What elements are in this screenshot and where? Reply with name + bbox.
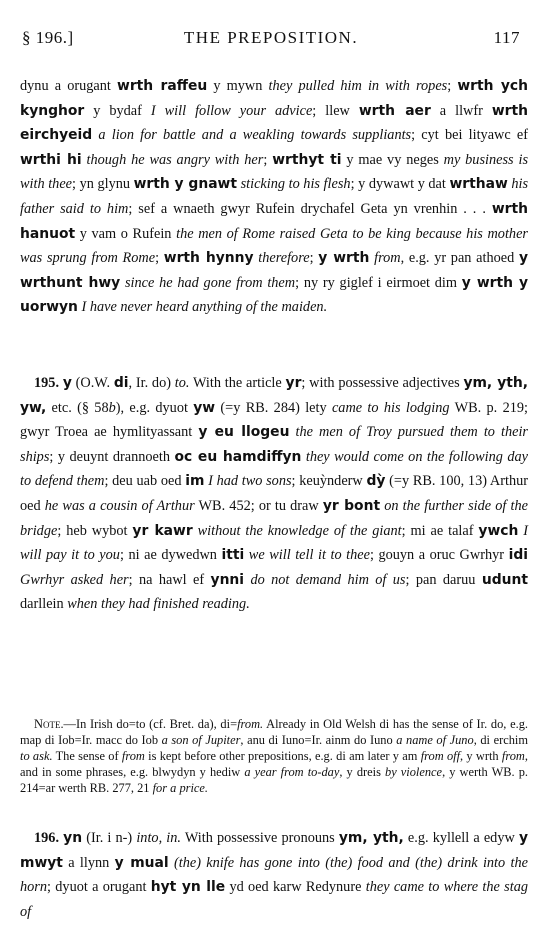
- welsh-term: yr kawr: [132, 522, 193, 539]
- welsh-term: yr: [285, 375, 302, 391]
- welsh-term: hyt yn lle: [150, 879, 226, 896]
- translation: a lion for battle and a weakling towards suppliants: [98, 127, 412, 144]
- translation: the men of Rome raised Geta to be king because his mother was sprung from Rome: [20, 225, 528, 267]
- translation: therefore: [258, 250, 310, 267]
- plain-text: , y wrth: [460, 749, 502, 763]
- plain-text: ;: [447, 78, 458, 94]
- welsh-term: yw: [193, 399, 216, 416]
- plain-text: etc. (§ 58: [46, 399, 109, 416]
- translation: without the knowledge of the giant: [197, 522, 402, 539]
- plain-text: ; ni ae dywedwn: [119, 547, 222, 564]
- welsh-term: wrth ych kynghor: [20, 78, 528, 119]
- plain-text: ; sef a wnaeth gwyr Rufein drychafel Geta yn vrenhin . . .: [128, 200, 492, 217]
- welsh-term: dỳ: [366, 473, 386, 490]
- plain-text: a llynn: [62, 854, 115, 871]
- translation: the men of Troy pursued them to their ships: [20, 424, 528, 465]
- plain-text: ; keuỳnderw: [291, 473, 367, 490]
- paragraph-194-continued: [20, 74, 528, 320]
- translation: for a price.: [152, 781, 209, 795]
- note-label: Note: [34, 717, 61, 731]
- translation: I have never heard anything of the maiden.: [81, 299, 328, 316]
- plain-text: ; heb wybot: [57, 522, 133, 539]
- plain-text: yd oed karw Redynure: [225, 879, 366, 896]
- plain-text: ; yn glynu: [72, 176, 134, 193]
- plain-text: ; cyt bei lityawc ef: [411, 127, 529, 144]
- welsh-term: wrth aer: [358, 102, 431, 119]
- welsh-term: y: [62, 375, 72, 391]
- plain-text: y mae vy neges: [341, 151, 444, 168]
- welsh-term: y wrthunt hwy: [20, 250, 528, 291]
- translation: I will pay it to you: [20, 522, 529, 564]
- translation: they pulled him in with ropes: [268, 78, 448, 94]
- plain-text: The sense of: [52, 749, 122, 763]
- plain-text: ;: [263, 151, 273, 168]
- welsh-term: ym, yth, yw,: [20, 375, 528, 416]
- welsh-term: ynni: [210, 571, 245, 588]
- translation: a year from to-day: [244, 765, 340, 779]
- plain-text: ; dyuot a orugant: [47, 879, 151, 896]
- plain-text: Already in Old Welsh di has the sense of Ir. do, e.g. map di Iob=Ir. macc do Iob: [20, 717, 528, 747]
- translation: came to his lodging: [331, 399, 450, 416]
- welsh-term: wrth eirchyeid: [20, 102, 529, 144]
- translation: I will follow your advice: [150, 102, 313, 119]
- plain-text: ), e.g. dyuot: [115, 399, 194, 416]
- translation: Gwrhyr asked her: [20, 571, 129, 588]
- section-number: 195.: [34, 375, 60, 391]
- paragraph-195: [20, 371, 528, 617]
- plain-text: e.g. kyllell a edyw: [403, 830, 519, 846]
- welsh-term: wrth raffeu: [117, 78, 208, 94]
- translation: do not demand him of us: [250, 571, 406, 588]
- running-header: [22, 28, 520, 50]
- plain-text: is kept before other prepositions, e.g. di am later y am: [144, 749, 421, 763]
- note-paragraph: [20, 716, 528, 796]
- welsh-term: y mual: [114, 854, 169, 871]
- plain-text: ; gouyn a oruc Gwrhyr: [369, 547, 509, 564]
- plain-text: , y dreis: [339, 765, 385, 779]
- plain-text: (=y RB. 100, 13) Arthur oed: [20, 473, 529, 514]
- welsh-term: yn: [63, 830, 83, 846]
- translation: my business is with thee: [20, 151, 529, 193]
- plain-text: WB. p. 219; gwyr Troea ae hymlityassant: [20, 399, 528, 441]
- welsh-term: im: [185, 473, 205, 490]
- plain-text: a llwfr: [430, 102, 492, 119]
- plain-text: WB. 452; or tu draw: [194, 497, 323, 514]
- welsh-term: wrthaw: [449, 176, 508, 193]
- plain-text: , and in some phrases, e.g. blwydyn y hediw: [20, 749, 528, 779]
- translation: he was a cousin of Arthur: [44, 497, 195, 514]
- translation: from: [121, 749, 145, 763]
- translation: (the) knife has gone into (the) food and (the) drink into the horn: [20, 854, 528, 896]
- plain-text: y bydaf: [84, 102, 151, 119]
- plain-text: ; mi ae talaf: [401, 522, 479, 539]
- welsh-term: udunt: [481, 571, 529, 588]
- plain-text: , anu di Iuno=Ir. ainm do Iuno: [240, 733, 397, 747]
- welsh-term: idi: [508, 547, 529, 564]
- plain-text: y mywn: [207, 78, 269, 94]
- translation: sticking to his flesh: [240, 176, 351, 193]
- page-number: 117: [493, 28, 520, 47]
- plain-text: With possessive pronouns: [180, 830, 339, 846]
- translation: into, in.: [136, 830, 181, 846]
- translation: b: [108, 399, 116, 416]
- welsh-term: y wrth: [318, 250, 370, 267]
- welsh-term: oc eu hamdiffyn: [174, 448, 302, 465]
- welsh-term: y eu llogeu: [198, 424, 290, 441]
- translation: they would come on the following day to defend them: [20, 448, 528, 490]
- welsh-term: y wrth y uorwyn: [20, 274, 528, 316]
- paragraph-196: [20, 826, 528, 924]
- plain-text: ; llew: [312, 102, 359, 119]
- plain-text: dynu a orugant: [20, 78, 118, 94]
- welsh-term: wrth y gnawt: [133, 176, 237, 193]
- welsh-term: y mwyt: [20, 830, 528, 871]
- plain-text: .—In Irish do=to (cf. Bret. da), di=: [60, 717, 238, 731]
- welsh-term: wrth hynny: [163, 250, 254, 267]
- translation: though he was angry with her: [86, 151, 264, 168]
- page-title: THE PREPOSITION.: [183, 28, 359, 47]
- welsh-term: di: [113, 375, 129, 391]
- plain-text: (O.W.: [71, 375, 114, 391]
- translation: we will tell it to thee: [248, 547, 370, 564]
- plain-text: ; y deuynt drannoeth: [49, 448, 175, 465]
- section-number: 196.: [34, 830, 60, 846]
- plain-text: ;: [155, 250, 164, 267]
- plain-text: , Ir. do): [128, 375, 175, 391]
- translation: to.: [174, 375, 190, 391]
- plain-text: ; with possessive adjectives: [301, 375, 464, 391]
- translation: they came to where the stag of: [20, 879, 528, 920]
- plain-text: ; pan daruu: [405, 571, 482, 588]
- translation: I had two sons: [208, 473, 292, 490]
- translation: from.: [237, 717, 264, 731]
- plain-text: (=y RB. 284) lety: [215, 399, 332, 416]
- welsh-term: ym, yth,: [338, 830, 404, 846]
- plain-text: darllein: [20, 596, 68, 613]
- welsh-term: yr bont: [322, 497, 381, 514]
- plain-text: ;: [309, 250, 319, 267]
- plain-text: (Ir. i n-): [82, 830, 137, 846]
- translation: from: [501, 749, 525, 763]
- plain-text: y vam o Rufein: [75, 225, 177, 242]
- plain-text: ; deu uab oed: [104, 473, 186, 490]
- translation: his father said to him: [20, 176, 529, 217]
- translation: when they had finished reading.: [67, 596, 250, 613]
- welsh-term: ywch: [478, 522, 519, 539]
- translation: a name of Juno: [396, 733, 474, 747]
- section-reference: § 196.]: [22, 28, 74, 47]
- translation: from off: [420, 749, 461, 763]
- plain-text: , y werth WB. p. 214=ar werth RB. 277, 21: [20, 765, 529, 795]
- welsh-term: wrth hanuot: [20, 200, 528, 242]
- plain-text: ; na hawl ef: [128, 571, 211, 588]
- plain-text: ; ny ry giglef i eirmoet dim: [295, 274, 462, 291]
- welsh-term: wrthyt ti: [272, 151, 342, 168]
- translation: by violence: [385, 765, 443, 779]
- plain-text: With the article: [189, 375, 286, 391]
- translation: on the further side of the bridge: [20, 497, 528, 539]
- plain-text: ; y dywawt y dat: [350, 176, 450, 193]
- plain-text: , e.g. yr pan athoed: [400, 250, 519, 267]
- welsh-term: itti: [221, 547, 245, 564]
- plain-text: , di erchim: [473, 733, 528, 747]
- translation: since he had gone from them: [124, 274, 296, 291]
- translation: to ask.: [20, 749, 53, 763]
- translation: from: [374, 250, 401, 267]
- welsh-term: wrthi hi: [20, 151, 82, 168]
- translation: a son of Jupiter: [161, 733, 241, 747]
